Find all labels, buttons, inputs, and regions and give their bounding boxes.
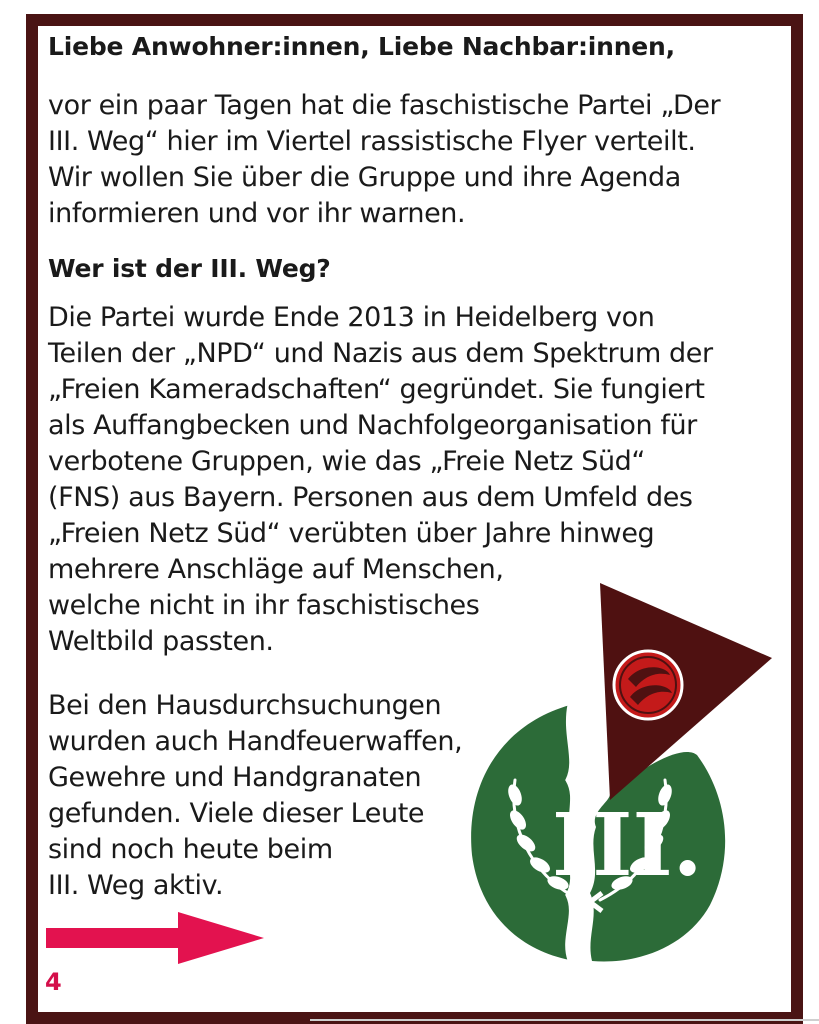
section-heading: Wer ist der III. Weg? — [48, 254, 331, 283]
right-arrow-icon — [46, 912, 264, 964]
greeting-heading: Liebe Anwohner:innen, Liebe Nachbar:innen, — [48, 32, 675, 61]
emblem-text: III. — [552, 795, 703, 896]
torn-iii-weg-emblem — [471, 705, 725, 962]
intro-paragraph: vor ein paar Tagen hat die faschistische Partei „Der III. Weg“ hier im Viertel rassistische Flyer verteilt. Wir wollen Sie über die Gruppe und ihre Agenda informieren und vor ihr warnen. — [48, 90, 721, 229]
emblem-illustration — [460, 575, 780, 975]
body-paragraph-2: Bei den Hausdurchsuchungen wurden auch Handfeuerwaffen, Gewehre und Handgranaten gefunden. Viele dieser Leute sind noch heute beim III. Weg aktiv. — [48, 690, 463, 901]
bottom-divider — [310, 1019, 819, 1021]
body-paragraph-1: Die Partei wurde Ende 2013 in Heidelberg von Teilen der „NPD“ und Nazis aus dem Spektrum der „Freien Kameradschaften“ gegründet. Sie fungiert als Auffangbecken und Nachfolgeorganisation für verbotene Gruppen, wie das „Freie Netz Süd“ (FNS) aus Bayern. Personen aus dem Umfeld des „Freien Netz Süd“ verübten über Jahre hinweg mehrere Anschläge auf Menschen, welche nicht in ihr faschistisches Weltbild passten. — [48, 302, 713, 657]
page-number: 4 — [45, 968, 62, 996]
